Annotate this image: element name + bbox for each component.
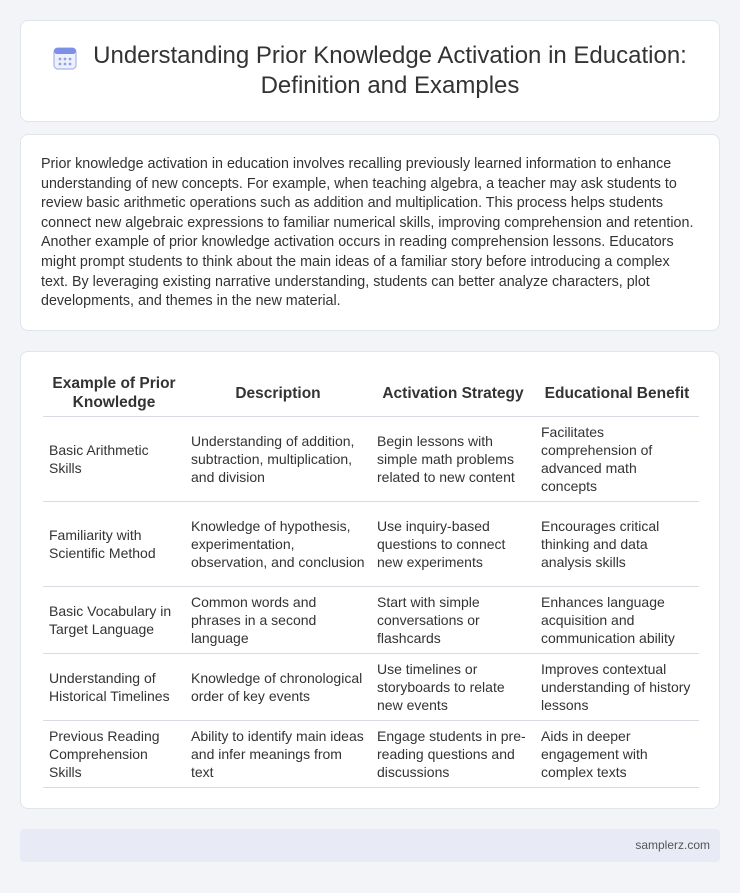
header-card [20,20,720,122]
cell-description: Common words and phrases in a second language [185,587,371,654]
cell-example: Basic Vocabulary in Target Language [43,587,185,654]
cell-strategy: Use timelines or storyboards to relate new events [371,654,535,721]
table-card [20,351,720,809]
table-row [43,721,699,788]
cell-example: Understanding of Historical Timelines [43,654,185,721]
cell-description: Knowledge of chronological order of key events [185,654,371,721]
site-link[interactable]: samplerz.com [635,838,710,852]
table-row [43,587,699,654]
table-row [43,502,699,587]
cell-description: Ability to identify main ideas and infer meanings from text [185,721,371,788]
cell-example: Previous Reading Comprehension Skills [43,721,185,788]
cell-strategy: Engage students in pre-reading questions and discussions [371,721,535,788]
column-header-example: Example of Prior Knowledge [43,370,185,417]
intro-paragraph: Prior knowledge activation in education involves recalling previously learned information to enhance understanding of new concepts. For example, when teaching algebra, a teacher may ask students to review basic arithmetic operations such as addition and multiplication. This process helps students connect new algebraic expressions to familiar numerical skills, improving comprehension and retention. Another example of prior knowledge activation occurs in reading comprehension lessons. Educators might prompt students to think about the main ideas of a familiar story before introducing a complex text. By leveraging existing narrative understanding, students can better analyze characters, plot developments, and themes in the new material. [41,156,694,310]
cell-benefit: Improves contextual understanding of history lessons [535,654,699,721]
calendar-icon [51,44,79,72]
column-header-benefit: Educational Benefit [535,370,699,417]
cell-benefit: Enhances language acquisition and communication ability [535,587,699,654]
intro-card [20,134,720,331]
cell-strategy: Use inquiry-based questions to connect new experiments [371,502,535,587]
page-title: Understanding Prior Knowledge Activation in Education: Definition and Examples [93,42,687,99]
table-row [43,417,699,502]
cell-benefit: Aids in deeper engagement with complex texts [535,721,699,788]
table-header-row [43,370,699,417]
cell-benefit: Encourages critical thinking and data analysis skills [535,502,699,587]
column-header-description: Description [185,370,371,417]
footer-bar [20,829,720,862]
cell-example: Familiarity with Scientific Method [43,502,185,587]
table-row [43,654,699,721]
cell-description: Knowledge of hypothesis, experimentation, observation, and conclusion [185,502,371,587]
cell-strategy: Begin lessons with simple math problems related to new content [371,417,535,502]
cell-description: Understanding of addition, subtraction, multiplication, and division [185,417,371,502]
examples-table [43,370,699,788]
cell-strategy: Start with simple conversations or flashcards [371,587,535,654]
cell-example: Basic Arithmetic Skills [43,417,185,502]
column-header-strategy: Activation Strategy [371,370,535,417]
cell-benefit: Facilitates comprehension of advanced math concepts [535,417,699,502]
